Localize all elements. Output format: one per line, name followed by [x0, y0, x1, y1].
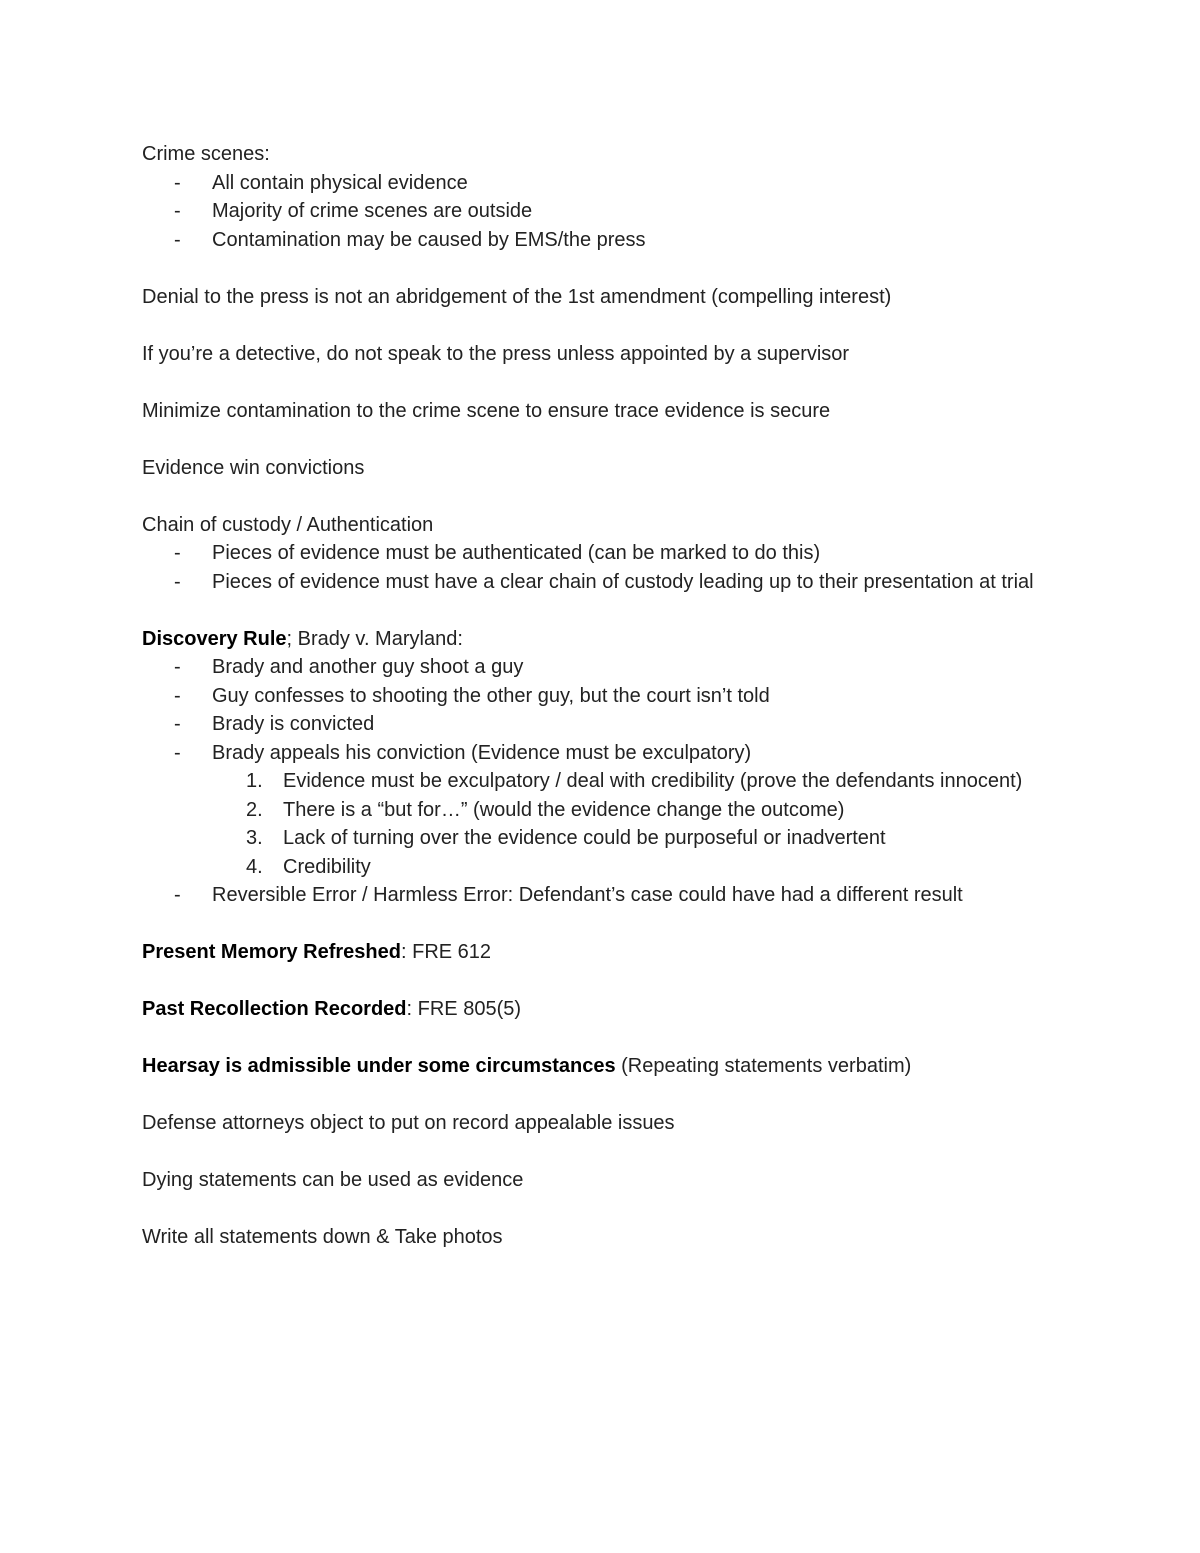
list-item [142, 197, 1082, 226]
defense-paragraph: Defense attorneys object to put on record appealable issues [142, 1112, 675, 1134]
present-memory-rest: : FRE 612 [400, 941, 492, 963]
numbered-text: Credibility [283, 855, 371, 878]
list-item [142, 710, 1082, 739]
bullet-text: All contain physical evidence [212, 171, 468, 194]
bullet-dash: - [174, 570, 181, 593]
bullet-dash: - [174, 713, 181, 735]
present-memory-paragraph [142, 938, 1082, 967]
hearsay-rest: (Repeating statements verbatim) [615, 1055, 912, 1077]
document-page [142, 140, 1082, 1252]
bullet-text: Majority of crime scenes are outside [212, 200, 533, 222]
numbered-item [142, 824, 1082, 853]
bullet-dash: - [174, 228, 181, 251]
denial-press-paragraph: Denial to the press is not an abridgement of the 1st amendment (compelling interest) [142, 285, 892, 308]
numbered-text: There is a “but for…” (would the evidence change the outcome) [283, 798, 845, 821]
bullet-text: Guy confesses to shooting the other guy, but the court isn’t told [212, 684, 770, 707]
evidence-win-paragraph: Evidence win convictions [142, 456, 365, 479]
hearsay-bold: Hearsay is admissible under some circumstances [142, 1055, 616, 1077]
hearsay-paragraph [142, 1052, 1082, 1081]
numbered-item [142, 767, 1082, 796]
item-number: 3. [246, 827, 263, 849]
numbered-text: Lack of turning over the evidence could be purposeful or inadvertent [283, 827, 886, 849]
write-paragraph: Write all statements down & Take photos [142, 1226, 503, 1248]
discovery-heading [142, 625, 1082, 654]
list-item [142, 739, 1082, 768]
past-recollection-paragraph [142, 995, 1082, 1024]
bullet-text: Reversible Error / Harmless Error: Defendant’s case could have had a different result [212, 884, 963, 906]
discovery-heading-bold: Discovery Rule [142, 627, 287, 650]
bullet-text: Pieces of evidence must have a clear chain of custody leading up to their presentation at trial [212, 570, 1034, 593]
list-item [142, 682, 1082, 711]
bullet-dash: - [174, 884, 181, 906]
past-recollection-bold: Past Recollection Recorded [142, 998, 407, 1020]
bullet-text: Contamination may be caused by EMS/the press [212, 228, 646, 251]
discovery-heading-rest: ; Brady v. Maryland: [286, 627, 463, 650]
crime-scenes-heading: Crime scenes: [142, 143, 270, 165]
item-number: 2. [246, 798, 263, 821]
list-item [142, 226, 1082, 255]
detective-paragraph: If you’re a detective, do not speak to the press unless appointed by a supervisor [142, 342, 850, 365]
bullet-dash: - [174, 171, 181, 194]
minimize-paragraph: Minimize contamination to the crime scene to ensure trace evidence is secure [142, 399, 831, 422]
bullet-text: Brady and another guy shoot a guy [212, 656, 524, 678]
bullet-dash: - [174, 741, 181, 764]
list-item [142, 169, 1082, 198]
numbered-item [142, 853, 1082, 882]
numbered-item [142, 796, 1082, 825]
present-memory-bold: Present Memory Refreshed [142, 941, 401, 963]
bullet-dash: - [174, 656, 181, 678]
past-recollection-rest: : FRE 805(5) [406, 998, 522, 1020]
item-number: 4. [246, 855, 263, 878]
bullet-dash: - [174, 684, 181, 707]
chain-heading: Chain of custody / Authentication [142, 513, 434, 536]
bullet-text: Brady is convicted [212, 713, 375, 735]
list-item [142, 539, 1082, 568]
list-item [142, 568, 1082, 597]
list-item [142, 881, 1082, 910]
numbered-text: Evidence must be exculpatory / deal with credibility (prove the defendants innocent) [283, 770, 1023, 792]
bullet-text: Brady appeals his conviction (Evidence must be exculpatory) [212, 741, 752, 764]
bullet-text: Pieces of evidence must be authenticated (can be marked to do this) [212, 542, 821, 564]
list-item [142, 653, 1082, 682]
item-number: 1. [246, 770, 263, 792]
dying-paragraph: Dying statements can be used as evidence [142, 1169, 524, 1191]
bullet-dash: - [174, 542, 181, 564]
bullet-dash: - [174, 200, 181, 222]
